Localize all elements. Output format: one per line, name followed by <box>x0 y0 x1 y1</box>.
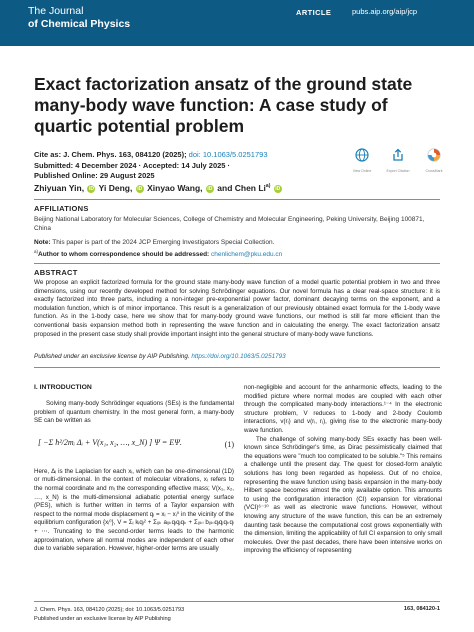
submission-dates: Submitted: 4 December 2024 · Accepted: 14 July 2025 · <box>34 160 231 170</box>
license-line <box>34 353 286 360</box>
view-online-label: View Online <box>352 169 372 173</box>
section-divider <box>34 263 440 264</box>
equation-number: (1) <box>224 439 234 449</box>
published-online-date: Published Online: 29 August 2025 <box>34 171 155 180</box>
right-column <box>244 384 442 556</box>
correspondence-marker: a) <box>34 249 39 254</box>
note-label: Note: <box>34 239 51 246</box>
orcid-icon[interactable]: iD <box>207 185 213 192</box>
author-name[interactable]: Yi Deng, <box>98 183 133 193</box>
abstract-text: We propose an explicit factorized formula for the ground state many-body wave function of a model quartic potential problem in two and three dimensions, using our recently developed method for solving Schrödinger equations. Our novel formula has a clear real-space structure: it is exactly factorized into three parts, including a non-integer pre-exponential power factor, dominant decaying terms on the exponent, and a modulation function, which is of minor importance. This result is a generalization of our previously obtained exact formula for the 1-body wave function. As in the 1-body case, here we show that for many-body ground wave functions, our method is still far more efficient than the conventional basis expansion method both in representing the wave function and in calculating the energy. The exact factorization ansatz proposed in the present case study shall provide important insight into the general structure of many-body wave functions. <box>34 279 440 338</box>
author-footnote-marker: a) <box>265 183 271 190</box>
cite-as-text: Cite as: J. Chem. Phys. 163, 084120 (2025); <box>34 150 189 159</box>
abstract-heading: ABSTRACT <box>34 268 78 277</box>
equation-body: [ −Σ ħ²/2mᵢ Δᵢ + V(x₁, x₂, …, x_N) ] Ψ = EΨ. <box>38 437 182 447</box>
note-text: This paper is part of the 2024 JCP Emerging Investigators Special Collection. <box>50 239 275 246</box>
correspondence-label: Author to whom correspondence should be addressed: <box>38 251 212 259</box>
abstract-doi-link[interactable]: https://doi.org/10.1063/5.0251793 <box>191 353 286 360</box>
intro-paragraph: Solving many-body Schrödinger equations (SEs) is the fundamental problem of quantum chemistry. In the most general form, a many-body SE can be written as <box>34 400 234 425</box>
page-number: 163, 084120-1 <box>403 606 440 612</box>
crossmark-icon <box>427 148 441 162</box>
doi-link[interactable]: doi: 10.1063/5.0251793 <box>188 150 268 159</box>
email-link[interactable]: chenlichem@pku.edu.cn <box>211 251 283 259</box>
journal-header <box>0 0 474 46</box>
affiliation-text: Beijing National Laboratory for Molecular Sciences, College of Chemistry and Molecular Engineering, Peking University, Beijing 100871, China <box>34 216 425 232</box>
paper-title: Exact factorization ansatz of the ground state many-body wave function: A case study of quartic potential problem <box>34 74 413 136</box>
section-divider <box>34 367 440 368</box>
crossmark-label: CrossMark <box>425 169 443 173</box>
section-divider <box>34 199 440 200</box>
orcid-icon[interactable]: iD <box>137 185 143 192</box>
journal-title[interactable] <box>28 5 130 31</box>
orcid-icon[interactable]: iD <box>88 185 94 192</box>
author-name[interactable]: Xinyao Wang, <box>147 183 203 193</box>
correspondence-line <box>34 247 440 259</box>
article-actions <box>348 148 468 178</box>
equation-1 <box>34 430 234 462</box>
export-citation-button[interactable] <box>384 148 412 173</box>
view-online-button[interactable] <box>348 148 376 173</box>
journal-title-line1: The Journal <box>28 5 84 17</box>
export-icon <box>391 148 405 162</box>
footer-citation-block <box>34 606 184 625</box>
intro-paragraph: The challenge of solving many-body SEs exactly has been well-known since Schrödinger's time, as Dirac pessimistically claimed that the equations were "much too complicated to be soluble."⁵ This remains a challenge until the present day. The quest for closed-form analytic solutions has long been regarded as hopeless. Out of no choice, representing the wave function using basis expansion in the many-body Hilbert space becomes almost the only available option. This amounts to using the configuration interaction (CI) expansion for vibrational (VCI)⁶⁻¹⁰ as well as electronic wave functions. However, without knowing any structure of the wave function, this can be an extremely daunting task because the computational cost grows exponentially with the dimension, limiting the applicability of full CI expansion to only small molecules. Over the past decades, there have been intensive works on improving the efficiency of representing <box>244 435 442 555</box>
intro-paragraph: non-negligible and account for the anharmonic effects, leading to the modified picture where normal modes are coupled with each other through the complicated many-body interactions.¹⁻⁴ In the electronic structure problem, V reduces to 1-body and 2-body Coulomb interactions, v(rᵢ) and v(rᵢ, rⱼ), giving rise to the electronic many-body wave function. <box>244 384 442 434</box>
affiliations-heading: AFFILIATIONS <box>34 204 89 213</box>
cite-as-line <box>34 150 268 161</box>
globe-icon <box>355 148 369 162</box>
citation-block <box>34 150 268 182</box>
license-text: Published under an exclusive license by AIP Publishing. <box>34 353 192 360</box>
author-name[interactable]: and Chen Li <box>217 183 266 193</box>
orcid-icon[interactable]: iD <box>275 185 281 192</box>
article-type-label: ARTICLE <box>296 8 332 17</box>
journal-url-link[interactable]: pubs.aip.org/aip/jcp <box>352 7 418 16</box>
author-list <box>34 183 283 193</box>
export-citation-label: Export Citation <box>386 169 410 173</box>
note-line <box>34 238 440 247</box>
footer-license: Published under an exclusive license by AIP Publishing <box>34 616 171 623</box>
footer-citation: J. Chem. Phys. 163, 084120 (2025); doi: 10.1063/5.0251793 <box>34 607 185 613</box>
journal-title-line2: of Chemical Physics <box>28 18 131 30</box>
section-heading-introduction: I. INTRODUCTION <box>34 384 92 391</box>
intro-paragraph: Here, Δᵢ is the Laplacian for each xᵢ, which can be one-dimensional (1D) or multi-dimensional. In the context of molecular vibrations, xᵢ refers to the normal coordinate and mᵢ the corresponding effective mass; V(x₁, x₂, …, x_N) is the multi-dimensional adiabatic potential energy surface (PES), which is further written in terms of a Taylor expansion with respect to the normal mode displacement qᵢ = xᵢ − xᵢ⁰ in the vicinity of the equilibrium configuration {xᵢ⁰}, V = Σᵢ kᵢqᵢ² + Σᵢⱼₖ aᵢⱼₖqᵢqⱼqₖ + Σᵢⱼₖₗ bᵢⱼₖₗqᵢqⱼqₖqₗ + ⋯. Truncating to the second-order terms leads to the harmonic approximation, where all normal modes are independent of each other due to variable separation. However, higher-order terms are usually <box>34 467 234 553</box>
crossmark-button[interactable] <box>420 148 448 173</box>
author-name[interactable]: Zhiyuan Yin, <box>34 183 85 193</box>
left-column <box>34 384 234 554</box>
footer-divider <box>34 601 440 602</box>
